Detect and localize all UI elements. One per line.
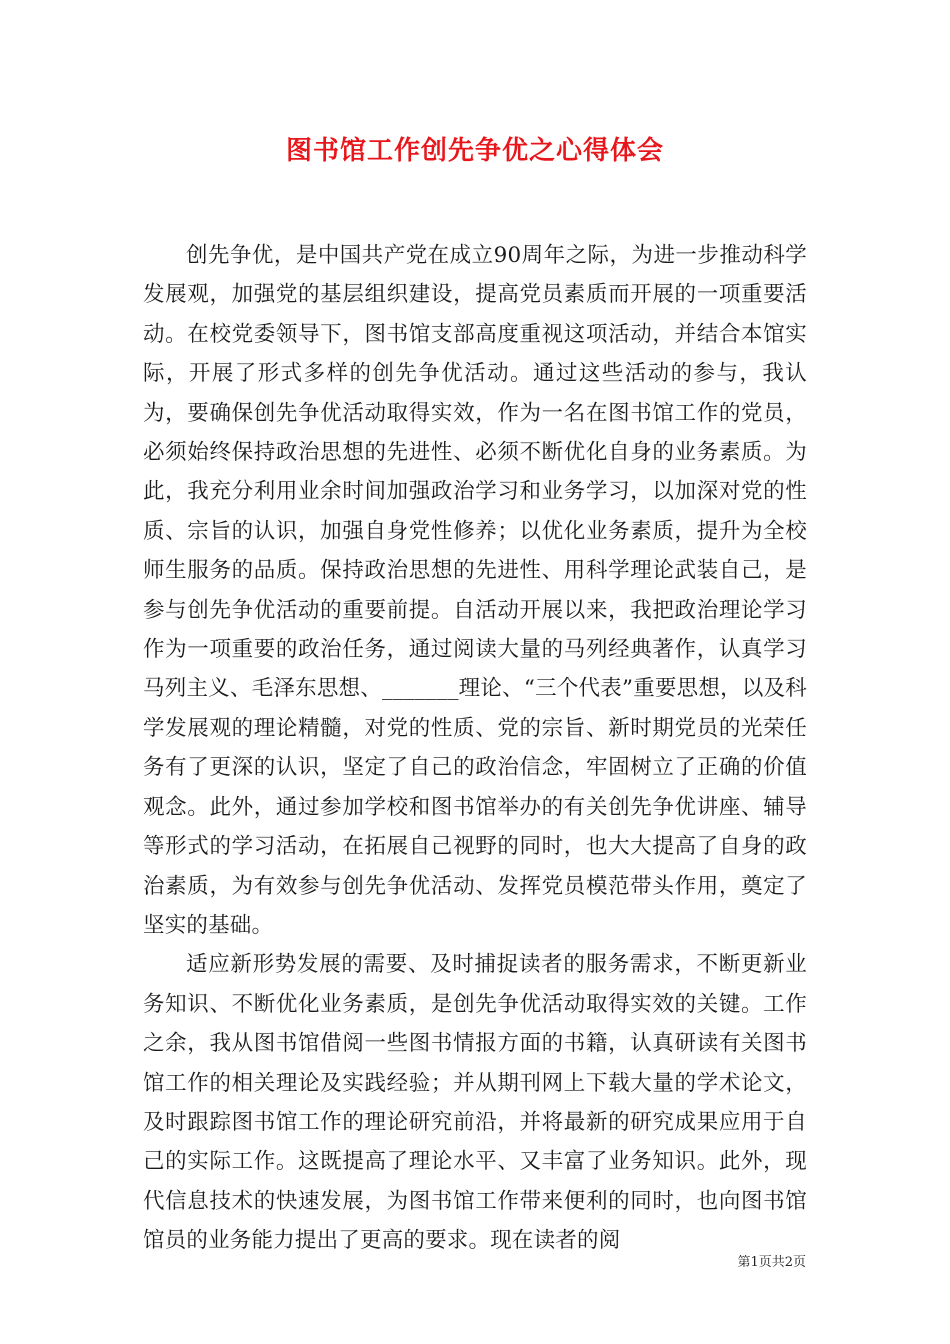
body-paragraph-1: 创先争优，是中国共产党在成立90周年之际，为进一步推动科学发展观，加强党的基层组织建设，提高党员素质而开展的一项重要活动。在校党委领导下，图书馆支部高度重视这项活动，并结合本馆实际，开展了形式多样的创先争优活动。通过这些活动的参与，我认为，要确保创先争优活动取得实效，作为一名在图书馆工作的党员，必须始终保持政治思想的先进性、必须不断优化自身的业务素质。为此，我充分利用业余时间加强政治学习和业务学习，以加深对党的性质、宗旨的认识，加强自身党性修养；以优化业务素质，提升为全校师生服务的品质。保持政治思想的先进性、用科学理论武装自己，是参与创先争优活动的重要前提。自活动开展以来，我把政治理论学习作为一项重要的政治任务，通过阅读大量的马列经典著作，认真学习马列主义、毛泽东思想、_______理论、“三个代表”重要思想，以及科学发展观的理论精髓，对党的性质、党的宗旨、新时期党员的光荣任务有了更深的认识，坚定了自己的政治信念，牢固树立了正确的价值观念。此外，通过参加学校和图书馆举办的有关创先争优讲座、辅导等形式的学习活动，在拓展自己视野的同时，也大大提高了自身的政治素质，为有效参与创先争优活动、发挥党员模范带头作用，奠定了坚实的基础。 [143,243,807,938]
page-footer [0,1251,806,1270]
body-paragraph-2: 适应新形势发展的需要、及时捕捉读者的服务需求，不断更新业务知识、不断优化业务素质，是创先争优活动取得实效的关键。工作之余，我从图书馆借阅一些图书情报方面的书籍，认真研读有关图书馆工作的相关理论及实践经验；并从期刊网上下载大量的学术论文，及时跟踪图书馆工作的理论研究前沿，并将最新的研究成果应用于自己的实际工作。这既提高了理论水平、又丰富了业务知识。此外，现代信息技术的快速发展，为图书馆工作带来便利的同时，也向图书馆馆员的业务能力提出了更高的要求。现在读者的阅 [143,952,807,1254]
document-title: 图书馆工作创先争优之心得体会 [285,136,664,166]
page-number-label: 第1页共2页 [737,1255,806,1270]
document-body [143,236,807,1261]
